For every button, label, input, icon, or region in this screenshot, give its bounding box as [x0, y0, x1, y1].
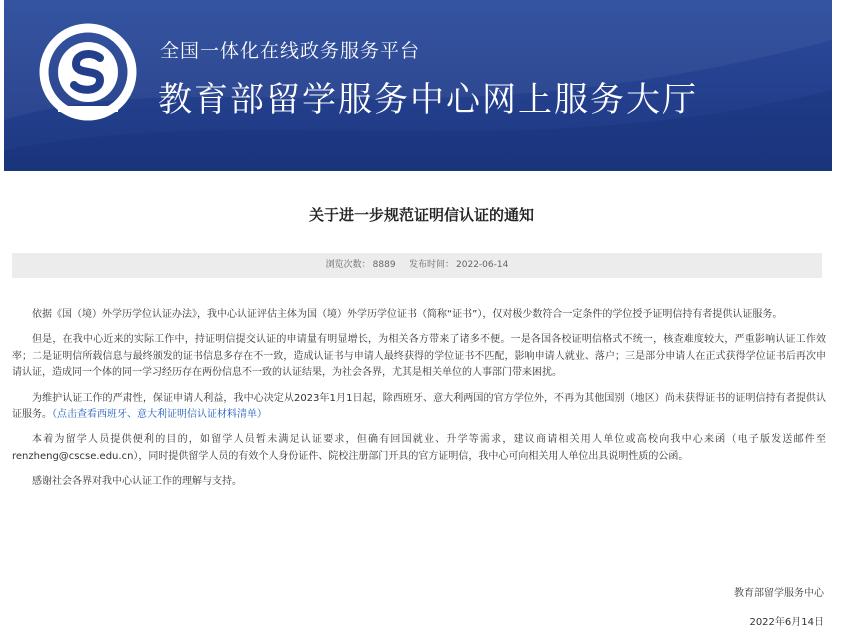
views-label: 浏览次数： — [325, 260, 371, 270]
signature-date: 2022年6月14日 — [749, 617, 824, 628]
article-body — [12, 307, 826, 500]
views-count: 8889 — [372, 260, 396, 270]
article-title: 关于进一步规范证明信认证的通知 — [308, 206, 534, 224]
paragraph-3-text: 为维护认证工作的严肃性，保证申请人利益，我中心决定从2023年1月1日起，除西班牙、意大利两国的官方学位外，不再为其他国别（地区）尚未获得证书的证明信持有者提供认证服务。 — [12, 392, 826, 421]
publish-date: 2022-06-14 — [456, 260, 509, 270]
paragraph-4: 本着为留学人员提供便利的目的，如留学人员暂未满足认证要求，但确有回国就业、升学等需求，建议商请相关用人单位或高校向我中心来函（电子版发送邮件至renzheng@cscse.edu.cn），同时提供留学人员的有效个人身份证件、院校注册部门开具的官方证明信，我中心可向相关用人单位出具说明性质的公函。 — [12, 434, 826, 462]
paragraph-2: 但是，在我中心近来的实际工作中，持证明信提交认证的申请量有明显增长，为相关各方带来了诸多不便。一是各国各校证明信格式不统一，核查难度较大，严重影响认证工作效率；二是证明信所载信息与最终颁发的证书信息多存在不一致，造成认证书与申请人最终获得的学位证书不匹配，影响申请人就业、落户；三是部分申请人在正式获得学位证书后再次申请认证，造成同一个体的同一学习经历存在两份信息不一致的认证结果，为社会各界，尤其是相关单位的人事部门带来困扰。 — [12, 334, 826, 379]
paragraph-3 — [12, 391, 826, 424]
paragraph-1: 依据《国（境）外学历学位认证办法》，我中心认证评估主体为国（境）外学历学位证书（简称“证书”），仅对极少数符合一定条件的学位授予证明信持有者提供认证服务。 — [32, 309, 783, 320]
signature: 教育部留学服务中心 — [734, 588, 824, 599]
material-list-link[interactable]: （点击查看西班牙、意大利证明信认证材料清单） — [52, 409, 267, 421]
cscse-logo-icon[interactable] — [38, 22, 138, 122]
paragraph-5: 感谢社会各界对我中心认证工作的理解与支持。 — [32, 476, 242, 488]
site-title: 教育部留学服务中心网上服务大厅 — [158, 80, 698, 120]
article-meta-bar — [12, 253, 822, 278]
publish-label: 发布时间： — [409, 260, 455, 270]
platform-subtitle: 全国一体化在线政务服务平台 — [160, 40, 421, 62]
header-banner — [4, 0, 832, 171]
